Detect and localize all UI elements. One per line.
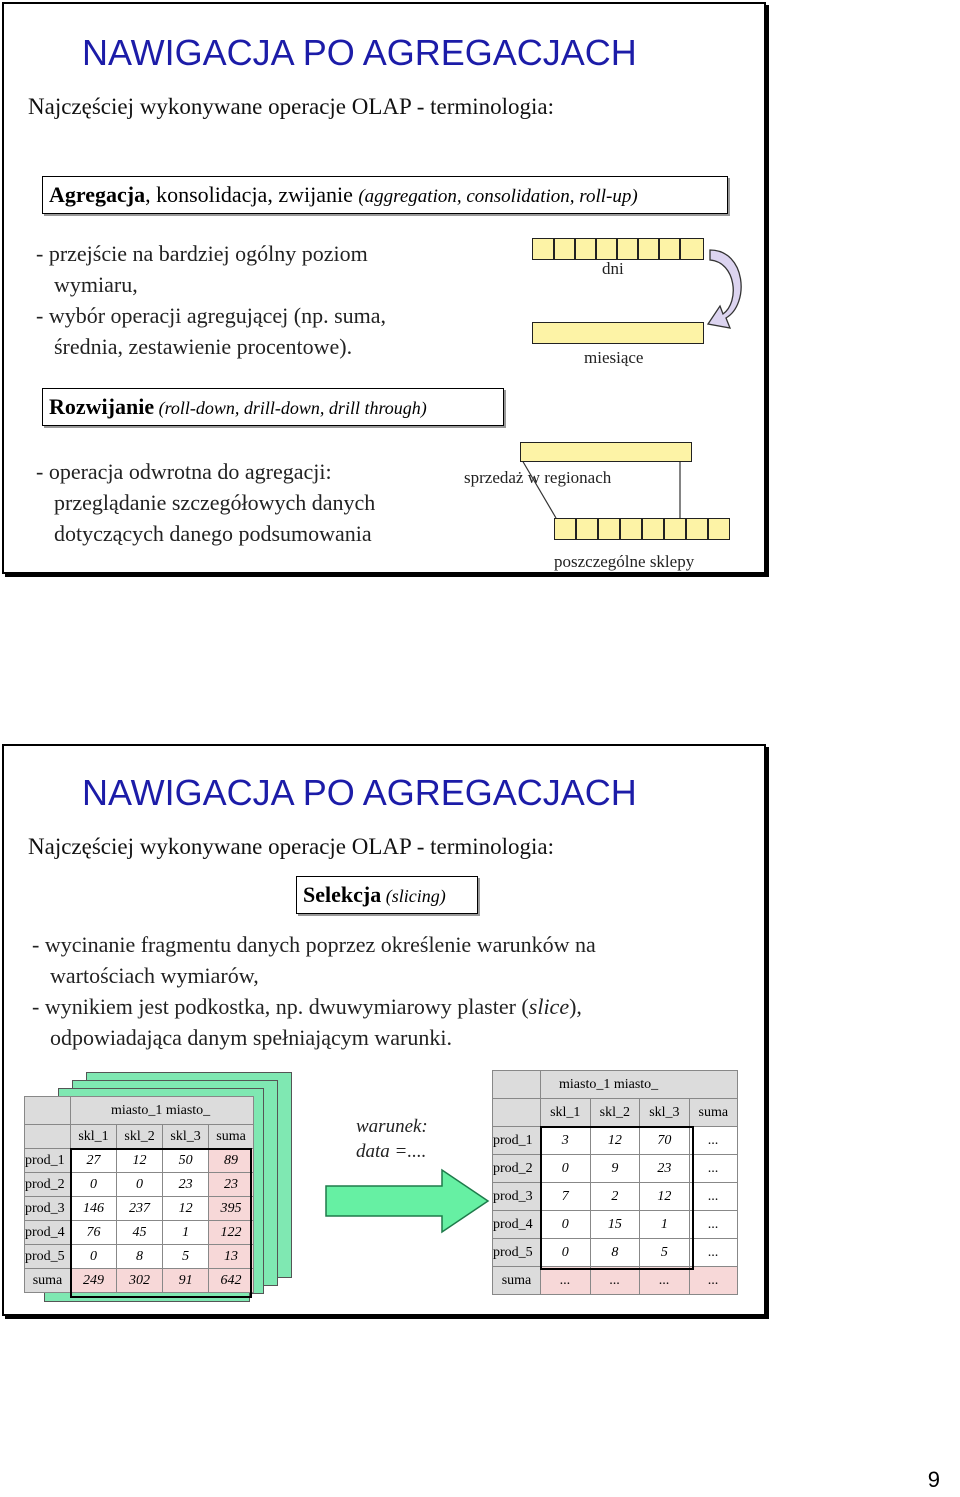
- bullet-line: dotyczących danego podsumowania: [54, 521, 372, 546]
- bullet-line: wymiaru,: [54, 272, 138, 297]
- aggregation-box: [42, 176, 728, 214]
- shops-label: poszczególne sklepy: [554, 552, 695, 571]
- months-bar: [532, 322, 704, 344]
- store-header: skl_1: [71, 1125, 117, 1149]
- drilldown-bullets: [36, 456, 375, 549]
- table-row: suma 249 302 91 642: [25, 1269, 254, 1293]
- slide-1-subtitle: Najczęściej wykonywane operacje OLAP - terminologia:: [28, 94, 555, 119]
- result-highlight-frame: [540, 1126, 694, 1270]
- curved-arrow-icon: [706, 244, 750, 336]
- bullet-line: - przejście na bardziej ogólny poziom: [36, 241, 368, 266]
- store-header: skl_3: [163, 1125, 209, 1149]
- slicing-box: [296, 876, 478, 914]
- regions-label: sprzedaż w regionach: [464, 468, 612, 487]
- bullet-line: - wycinanie fragmentu danych poprzez określenie warunków na: [32, 932, 596, 957]
- city-header: miasto_1: [559, 1076, 611, 1092]
- aggregation-bullets: [36, 238, 386, 362]
- slide-2: [2, 744, 766, 1316]
- drilldown-english: (roll-down, drill-down, drill through): [154, 398, 427, 418]
- aggregation-synonyms: , konsolidacja, zwijanie: [145, 182, 359, 207]
- slide-2-title: NAWIGACJA PO AGREGACJACH: [82, 772, 637, 813]
- city-header: miasto_: [613, 1076, 659, 1092]
- table-row: prod_5 0 8 5 ...: [493, 1239, 738, 1267]
- table-row: prod_1 3 12 70 ...: [493, 1127, 738, 1155]
- slide-1: [2, 2, 766, 574]
- store-header: skl_1: [541, 1099, 591, 1127]
- bullet-line: wartościach wymiarów,: [50, 963, 259, 988]
- page-number: 9: [927, 1467, 940, 1492]
- days-label: dni: [602, 259, 624, 278]
- condition-value: data =....: [356, 1141, 427, 1162]
- slicing-english: (slicing): [381, 886, 446, 906]
- table-row: prod_5 0 8 5 13: [25, 1245, 254, 1269]
- condition-label: warunek:: [356, 1116, 428, 1137]
- table-row: prod_1 27 12 50 89: [25, 1149, 254, 1173]
- arrow-right-icon: [324, 1166, 492, 1236]
- bullet-line: - wynikiem jest podkostka, np. dwuwymiarowy plaster (slice),: [32, 994, 582, 1019]
- shops-cells: [554, 518, 730, 540]
- bullet-line: średnia, zestawienie procentowe).: [54, 334, 353, 359]
- drilldown-term: Rozwijanie: [49, 394, 155, 419]
- table-row: prod_3 7 2 12 ...: [493, 1183, 738, 1211]
- slide-2-subtitle: Najczęściej wykonywane operacje OLAP - terminologia:: [28, 834, 555, 859]
- bullet-line: - wybór operacji agregującej (np. suma,: [36, 303, 387, 328]
- slice-highlight-frame: [70, 1148, 252, 1298]
- city-header: miasto_: [165, 1102, 211, 1118]
- slicing-term: Selekcja: [303, 882, 382, 907]
- table-row: prod_4 76 45 1 122: [25, 1221, 254, 1245]
- months-label: miesiące: [584, 348, 644, 367]
- aggregation-term: Agregacja: [49, 182, 146, 207]
- regions-bar: [520, 442, 692, 462]
- store-header: skl_2: [117, 1125, 163, 1149]
- table-row: suma ... ... ... ...: [493, 1267, 738, 1295]
- table-row: prod_2 0 0 23 23: [25, 1173, 254, 1197]
- bullet-line: - operacja odwrotna do agregacji:: [36, 459, 332, 484]
- slicing-bullets: [32, 929, 596, 1053]
- store-header: suma: [689, 1099, 737, 1127]
- slide-1-title: NAWIGACJA PO AGREGACJACH: [82, 32, 637, 73]
- bullet-line: odpowiadająca danym spełniającym warunki.: [50, 1025, 452, 1050]
- store-header: skl_3: [640, 1099, 690, 1127]
- table-row: prod_4 0 15 1 ...: [493, 1211, 738, 1239]
- city-header: miasto_1: [111, 1102, 163, 1118]
- days-cells: [532, 238, 704, 260]
- aggregation-english: (aggregation, consolidation, roll-up): [358, 186, 638, 207]
- table-row: prod_2 0 9 23 ...: [493, 1155, 738, 1183]
- drilldown-box: [42, 388, 504, 426]
- store-header: suma: [209, 1125, 254, 1149]
- table-row: prod_3 146 237 12 395: [25, 1197, 254, 1221]
- store-header: skl_2: [590, 1099, 640, 1127]
- bullet-line: przeglądanie szczegółowych danych: [54, 490, 376, 515]
